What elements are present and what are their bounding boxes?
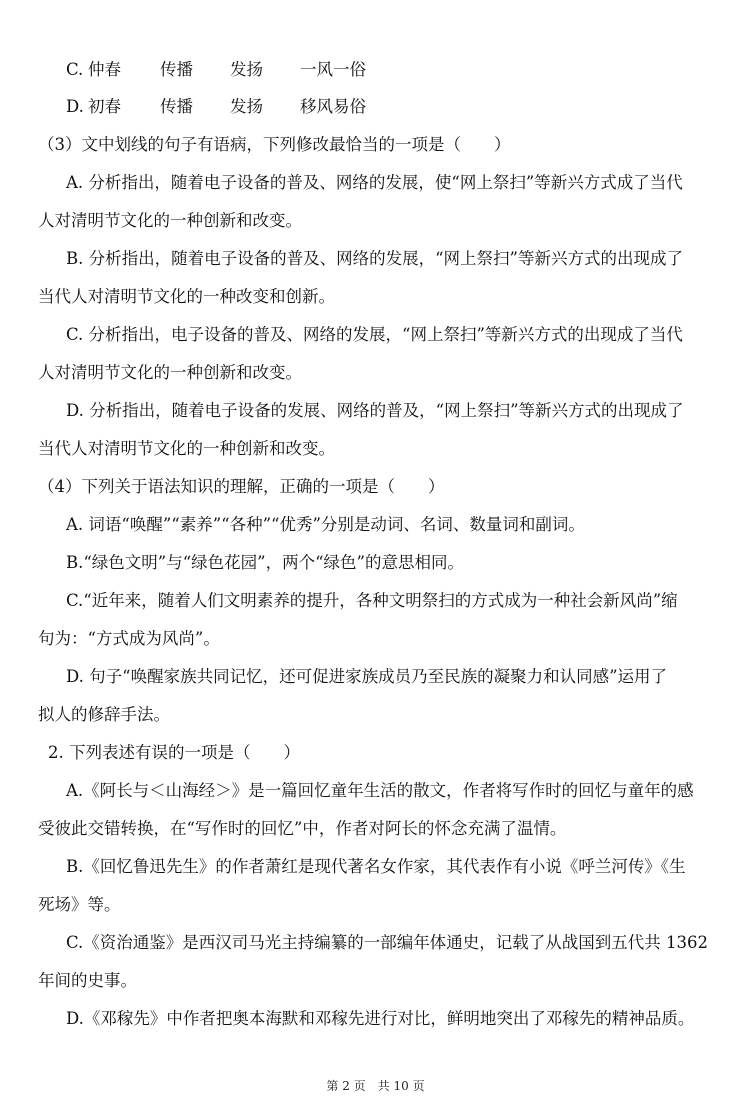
q3-option-c-line1: C. 分析指出，电子设备的普及、网络的发展，“网上祭扫”等新兴方式的出现成了当代 bbox=[66, 325, 683, 344]
option-word: 初春 bbox=[88, 97, 121, 116]
q3-option-d-line2: 当代人对清明节文化的一种创新和改变。 bbox=[38, 439, 335, 458]
option-word: 发扬 bbox=[230, 60, 263, 79]
option-c-row bbox=[66, 60, 706, 80]
option-word: 仲春 bbox=[88, 60, 121, 79]
q2-option-c-line2: 年间的史事。 bbox=[38, 971, 137, 990]
q4-option-b: B.“绿色文明”与“绿色花园”，两个“绿色”的意思相同。 bbox=[66, 553, 464, 572]
option-word: 一风一俗 bbox=[300, 60, 366, 79]
option-word: 传播 bbox=[160, 60, 193, 79]
q2-option-a-line1: A.《阿长与＜山海经＞》是一篇回忆童年生活的散文，作者将写作时的回忆与童年的感 bbox=[66, 781, 694, 800]
q3-option-b-line1: B. 分析指出，随着电子设备的普及、网络的发展，“网上祭扫”等新兴方式的出现成了 bbox=[66, 249, 683, 268]
q3-option-a-line1: A. 分析指出，随着电子设备的普及、网络的发展，使“网上祭扫”等新兴方式成了当代 bbox=[66, 173, 683, 192]
q2-option-a-line2: 受彼此交错转换，在“写作时的回忆”中，作者对阿长的怀念充满了温情。 bbox=[38, 819, 567, 838]
option-word: 传播 bbox=[160, 97, 193, 116]
option-letter: C. bbox=[66, 60, 84, 79]
option-word: 发扬 bbox=[230, 97, 263, 116]
q4-option-c-line1: C.“近年来，随着人们文明素养的提升，各种文明祭扫的方式成为一种社会新风尚”缩 bbox=[66, 591, 678, 610]
q3-option-b-line2: 当代人对清明节文化的一种改变和创新。 bbox=[38, 287, 335, 306]
q2-option-d: D.《邓稼先》中作者把奥本海默和邓稼先进行对比，鲜明地突出了邓稼先的精神品质。 bbox=[66, 1009, 695, 1028]
q2-option-b-line1: B.《回忆鲁迅先生》的作者萧红是现代著名女作家，其代表作有小说《呼兰河传》《生 bbox=[66, 857, 686, 876]
q3-option-c-line2: 人对清明节文化的一种创新和改变。 bbox=[38, 363, 302, 382]
q2-option-c-line1: C.《资治通鉴》是西汉司马光主持编纂的一部编年体通史，记载了从战国到五代共 1362 bbox=[66, 933, 709, 952]
q4-option-a: A. 词语“唤醒”“素养”“各种”“优秀”分别是动词、名词、数量词和副词。 bbox=[66, 515, 585, 534]
q3-option-a-line2: 人对清明节文化的一种创新和改变。 bbox=[38, 211, 302, 230]
question-4-stem: （4）下列关于语法知识的理解，正确的一项是（ ） bbox=[38, 477, 445, 496]
q3-option-d-line1: D. 分析指出，随着电子设备的发展、网络的普及，“网上祭扫”等新兴方式的出现成了 bbox=[66, 401, 684, 420]
option-letter: D. bbox=[66, 97, 84, 116]
q4-option-d-line2: 拟人的修辞手法。 bbox=[38, 705, 170, 724]
option-word: 移风易俗 bbox=[300, 97, 366, 116]
question-3-stem: （3）文中划线的句子有语病，下列修改最恰当的一项是（ ） bbox=[38, 135, 511, 154]
q2-option-b-line2: 死场》等。 bbox=[38, 895, 121, 914]
page-footer: 第 2 页 共 10 页 bbox=[326, 1079, 425, 1093]
q4-option-d-line1: D. 句子“唤醒家族共同记忆，还可促进家族成员乃至民族的凝聚力和认同感”运用了 bbox=[66, 667, 668, 686]
option-d-row bbox=[66, 97, 706, 117]
q4-option-c-line2: 句为：“方式成为风尚”。 bbox=[38, 629, 220, 648]
question-2-stem: 2. 下列表述有误的一项是（ ） bbox=[48, 743, 300, 762]
